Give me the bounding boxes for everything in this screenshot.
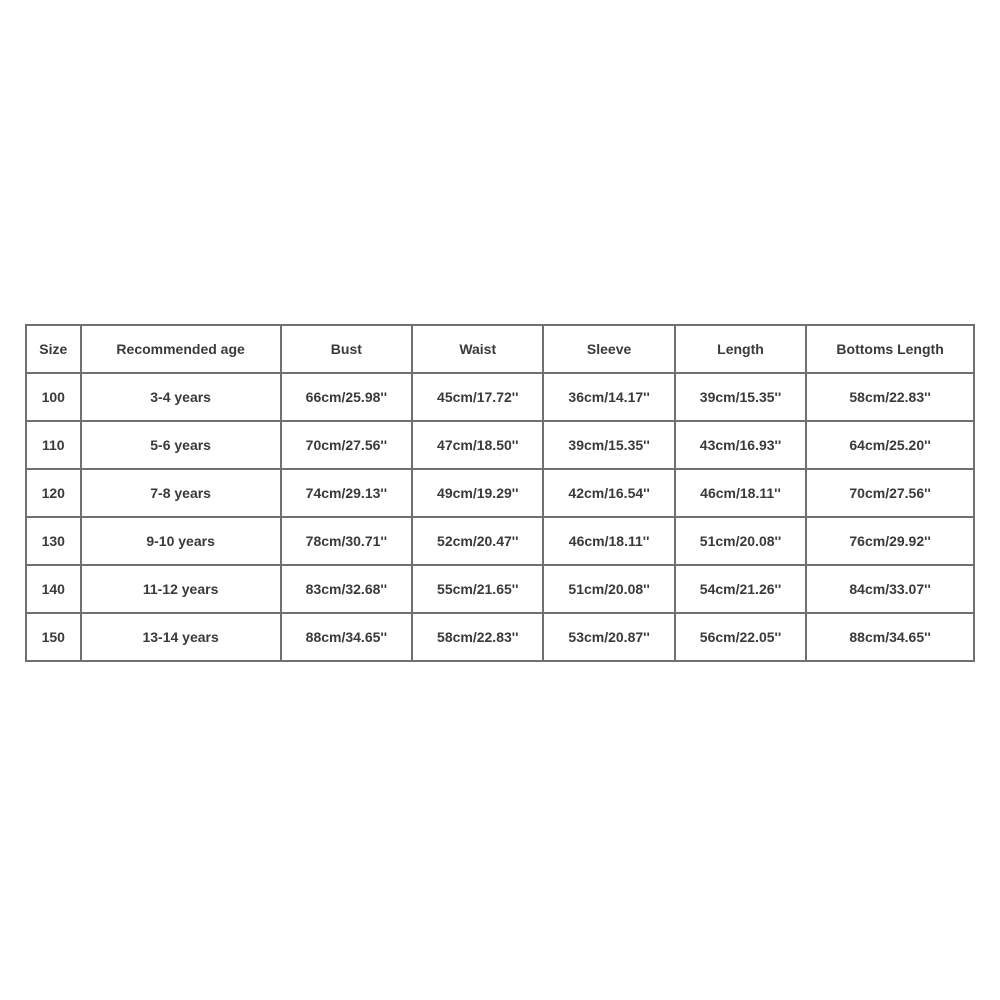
header-recommended-age: Recommended age xyxy=(81,325,281,373)
cell-bust: 66cm/25.98'' xyxy=(281,373,412,421)
cell-length: 54cm/21.26'' xyxy=(675,565,806,613)
cell-recommended-age: 11-12 years xyxy=(81,565,281,613)
cell-waist: 58cm/22.83'' xyxy=(412,613,543,661)
header-size: Size xyxy=(26,325,81,373)
header-sleeve: Sleeve xyxy=(543,325,674,373)
cell-size: 130 xyxy=(26,517,81,565)
cell-waist: 47cm/18.50'' xyxy=(412,421,543,469)
cell-bottoms-length: 84cm/33.07'' xyxy=(806,565,974,613)
table-row xyxy=(26,469,974,517)
cell-bust: 74cm/29.13'' xyxy=(281,469,412,517)
table-row xyxy=(26,517,974,565)
cell-recommended-age: 5-6 years xyxy=(81,421,281,469)
cell-waist: 45cm/17.72'' xyxy=(412,373,543,421)
cell-sleeve: 53cm/20.87'' xyxy=(543,613,674,661)
cell-sleeve: 42cm/16.54'' xyxy=(543,469,674,517)
cell-sleeve: 46cm/18.11'' xyxy=(543,517,674,565)
cell-bottoms-length: 88cm/34.65'' xyxy=(806,613,974,661)
cell-waist: 55cm/21.65'' xyxy=(412,565,543,613)
cell-bottoms-length: 64cm/25.20'' xyxy=(806,421,974,469)
header-waist: Waist xyxy=(412,325,543,373)
cell-recommended-age: 3-4 years xyxy=(81,373,281,421)
cell-size: 120 xyxy=(26,469,81,517)
cell-bust: 83cm/32.68'' xyxy=(281,565,412,613)
cell-length: 39cm/15.35'' xyxy=(675,373,806,421)
cell-size: 100 xyxy=(26,373,81,421)
cell-sleeve: 51cm/20.08'' xyxy=(543,565,674,613)
cell-sleeve: 36cm/14.17'' xyxy=(543,373,674,421)
cell-length: 56cm/22.05'' xyxy=(675,613,806,661)
cell-size: 150 xyxy=(26,613,81,661)
header-bottoms-length: Bottoms Length xyxy=(806,325,974,373)
table-row xyxy=(26,565,974,613)
header-bust: Bust xyxy=(281,325,412,373)
table-row xyxy=(26,421,974,469)
cell-waist: 49cm/19.29'' xyxy=(412,469,543,517)
table-row xyxy=(26,613,974,661)
cell-bottoms-length: 76cm/29.92'' xyxy=(806,517,974,565)
cell-recommended-age: 9-10 years xyxy=(81,517,281,565)
cell-sleeve: 39cm/15.35'' xyxy=(543,421,674,469)
header-length: Length xyxy=(675,325,806,373)
cell-recommended-age: 13-14 years xyxy=(81,613,281,661)
table-row xyxy=(26,373,974,421)
cell-bottoms-length: 70cm/27.56'' xyxy=(806,469,974,517)
cell-length: 51cm/20.08'' xyxy=(675,517,806,565)
cell-waist: 52cm/20.47'' xyxy=(412,517,543,565)
cell-length: 43cm/16.93'' xyxy=(675,421,806,469)
cell-size: 110 xyxy=(26,421,81,469)
cell-bust: 78cm/30.71'' xyxy=(281,517,412,565)
cell-size: 140 xyxy=(26,565,81,613)
cell-length: 46cm/18.11'' xyxy=(675,469,806,517)
table-header-row xyxy=(26,325,974,373)
cell-bottoms-length: 58cm/22.83'' xyxy=(806,373,974,421)
cell-bust: 88cm/34.65'' xyxy=(281,613,412,661)
size-chart-table xyxy=(25,324,975,662)
cell-recommended-age: 7-8 years xyxy=(81,469,281,517)
cell-bust: 70cm/27.56'' xyxy=(281,421,412,469)
